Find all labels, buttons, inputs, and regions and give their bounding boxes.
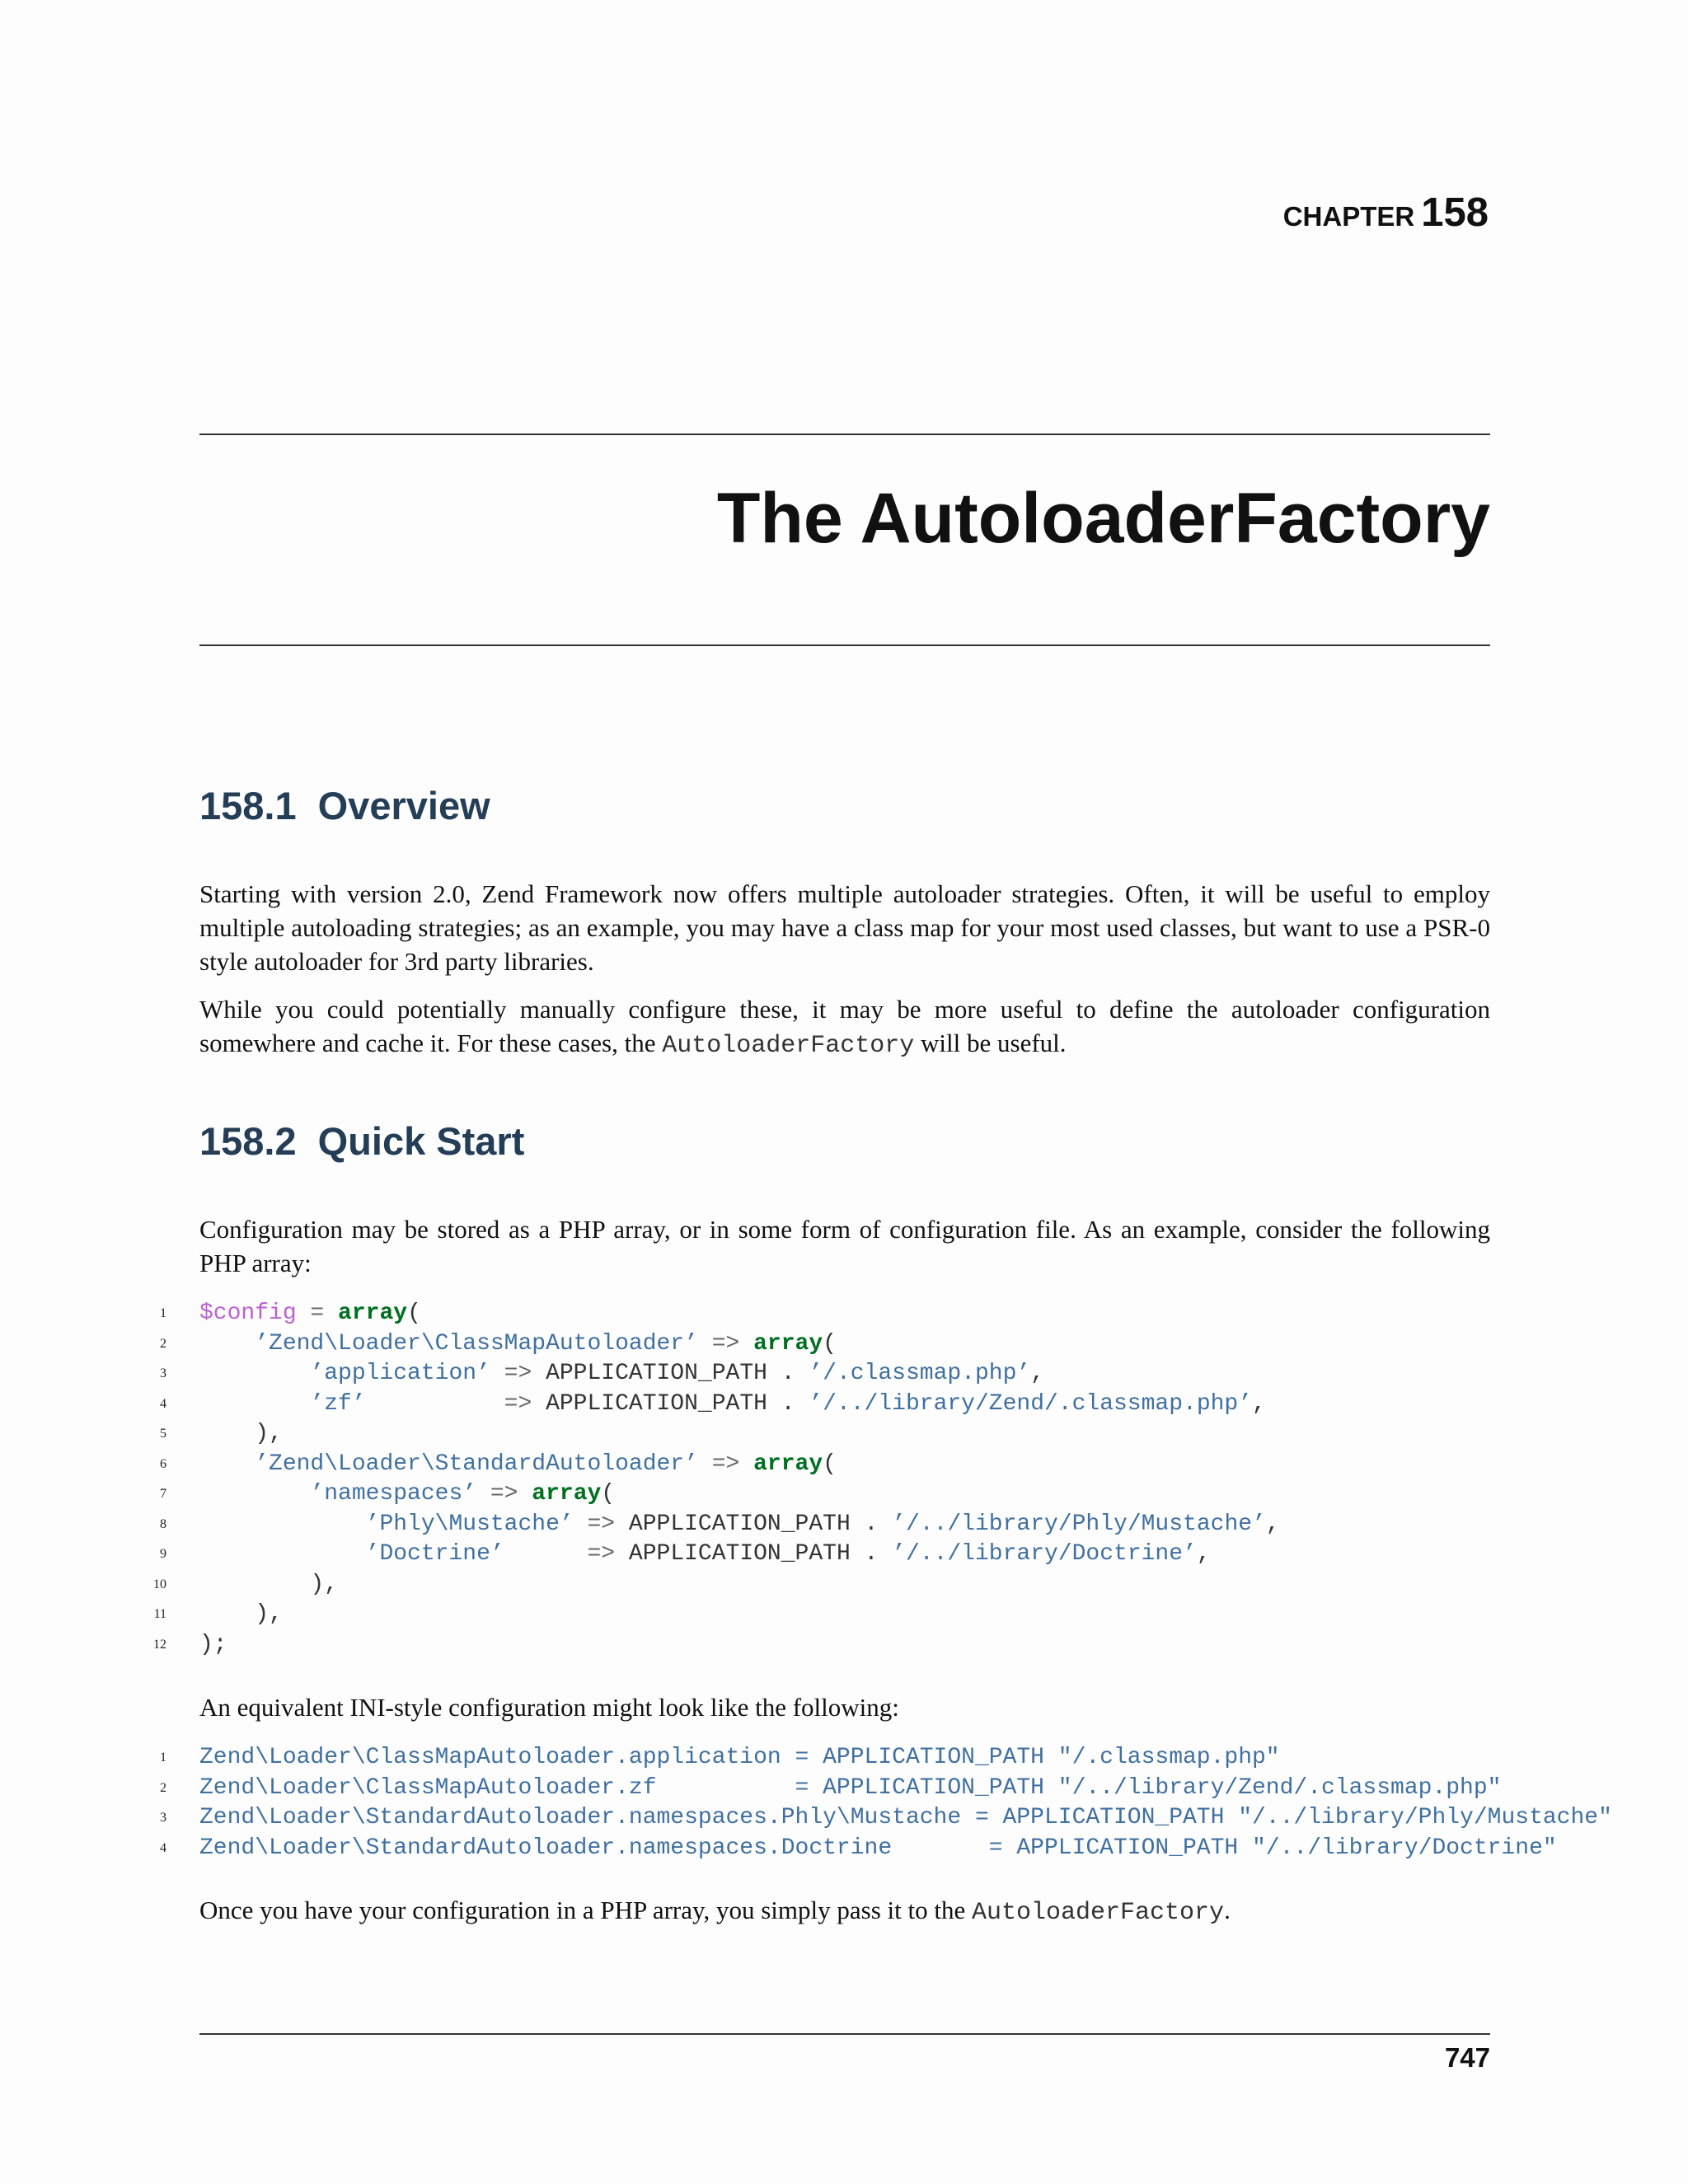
ini-code-block (0, 1743, 1688, 1863)
code-token: ( (407, 1301, 421, 1326)
quickstart-paragraph-2: An equivalent INI-style configuration might look like the following: (199, 1693, 899, 1722)
php-code-block (0, 1299, 1688, 1660)
line-number: 2 (160, 1780, 166, 1795)
code-token: => (490, 1361, 546, 1386)
code-token: , (1252, 1390, 1266, 1417)
line-number: 10 (153, 1577, 166, 1591)
code-line (0, 1479, 1688, 1510)
line-number: 4 (160, 1840, 166, 1855)
code-line (0, 1450, 1688, 1480)
code-line (0, 1630, 1688, 1661)
line-number: 5 (160, 1427, 166, 1441)
code-text (199, 1834, 1557, 1864)
code-token: APPLICATION_PATH . (628, 1541, 893, 1567)
code-token (199, 1541, 366, 1567)
code-token: , (1196, 1541, 1211, 1567)
code-token: ’/../library/Zend/.classmap.php’ (809, 1390, 1253, 1417)
code-text (199, 1600, 283, 1630)
code-line (0, 1510, 1688, 1540)
code-token: ( (823, 1330, 837, 1357)
footer-rule (199, 2033, 1490, 2035)
title-rule-bottom (199, 644, 1490, 646)
line-number: 1 (160, 1306, 166, 1320)
code-token (199, 1391, 310, 1417)
chapter-number: 158 (1421, 190, 1489, 235)
code-token: ’Zend\Loader\ClassMapAutoloader’ (255, 1330, 698, 1357)
code-token: , (1265, 1511, 1280, 1537)
code-token: ( (601, 1481, 616, 1507)
code-token: ( (823, 1451, 837, 1477)
code-text (199, 1359, 1044, 1390)
code-token: array (753, 1330, 823, 1357)
code-line (0, 1419, 1688, 1450)
code-token: ’/../library/Phly/Mustache’ (892, 1511, 1266, 1537)
code-token: ’application’ (310, 1361, 490, 1386)
code-text (199, 1329, 837, 1360)
code-token: ’/.classmap.php’ (809, 1361, 1031, 1386)
code-text (199, 1570, 338, 1601)
section-title: Overview (317, 784, 490, 827)
line-number: 6 (160, 1456, 166, 1471)
code-line (0, 1600, 1688, 1630)
line-number: 9 (160, 1547, 166, 1561)
inline-code: AutoloaderFactory (972, 1899, 1225, 1927)
chapter-label (1283, 190, 1489, 236)
code-text (199, 1743, 1280, 1774)
code-line (0, 1390, 1688, 1420)
overview-paragraph-2 (199, 992, 1490, 1063)
overview-paragraph-1: Starting with version 2.0, Zend Framework now offers multiple autoloader strategies. Often, it will be useful to employ multiple autoloading strategies; as an example, you may have a class map for your most used classes, but want to use a PSR-0 style autoloader for 3rd party libraries. (199, 879, 1490, 976)
line-number: 11 (153, 1607, 166, 1621)
code-text (199, 1479, 615, 1510)
paragraph-text: While you could potentially manually configure these, it may be more useful to define the autoloader configuration somewhere and cache it. For these cases, the (199, 995, 1490, 1057)
line-number: 7 (160, 1487, 166, 1501)
code-token: ’zf’ (310, 1390, 366, 1417)
code-line (0, 1774, 1688, 1804)
code-token: Zend\Loader\ClassMapAutoloader.application = APPLICATION_PATH "/.classmap.php" (199, 1745, 1280, 1770)
code-text (199, 1774, 1501, 1804)
code-line (0, 1359, 1688, 1390)
code-token: => (365, 1390, 546, 1417)
chapter-word: CHAPTER (1282, 201, 1415, 232)
code-token: array (338, 1301, 408, 1326)
section-number: 158.1 (199, 784, 297, 827)
code-token: ), (199, 1571, 339, 1597)
paragraph-text: . (1224, 1896, 1231, 1924)
code-text (199, 1630, 227, 1661)
code-token: ’/../library/Doctrine’ (892, 1541, 1197, 1567)
code-line (0, 1540, 1688, 1570)
code-text (199, 1510, 1280, 1540)
code-token: Zend\Loader\StandardAutoloader.namespaces.Phly\Mustache = APPLICATION_PATH "/../library/Phly/Mustache" (199, 1805, 1612, 1830)
code-line (0, 1743, 1688, 1774)
code-token: => (697, 1330, 754, 1357)
code-text (199, 1803, 1612, 1834)
code-text (199, 1450, 837, 1480)
code-token: ’Zend\Loader\StandardAutoloader’ (255, 1451, 698, 1477)
section-heading-overview (199, 783, 490, 828)
code-token: => (504, 1541, 629, 1567)
code-text (199, 1299, 421, 1329)
code-token (199, 1331, 255, 1357)
quickstart-paragraph-1: Configuration may be stored as a PHP array, or in some form of configuration file. As an example, consider the following PHP array: (199, 1215, 1490, 1277)
code-text (199, 1390, 1266, 1420)
code-token (199, 1481, 310, 1507)
paragraph-text: Once you have your configuration in a PHP array, you simply pass it to the (199, 1896, 972, 1924)
code-line (0, 1803, 1688, 1834)
code-token: ’Doctrine’ (365, 1541, 504, 1567)
line-number: 4 (160, 1396, 166, 1411)
code-token: = (296, 1301, 339, 1326)
code-text (199, 1540, 1211, 1570)
code-token: => (697, 1451, 754, 1477)
line-number: 3 (160, 1366, 166, 1380)
code-token: ’namespaces’ (310, 1481, 477, 1507)
code-token: APPLICATION_PATH . (628, 1511, 893, 1537)
code-token: ’Phly\Mustache’ (365, 1511, 574, 1537)
code-token: ), (199, 1421, 283, 1446)
inline-code: AutoloaderFactory (662, 1032, 915, 1060)
line-number: 3 (160, 1811, 166, 1825)
code-token: , (1030, 1361, 1044, 1386)
code-token: APPLICATION_PATH . (546, 1390, 809, 1417)
paragraph-text: will be useful. (914, 1029, 1067, 1057)
code-token (199, 1511, 366, 1537)
quickstart-paragraph-3 (199, 1893, 1490, 1930)
line-number: 8 (160, 1516, 166, 1531)
section-title: Quick Start (317, 1119, 525, 1163)
code-token: array (532, 1481, 602, 1507)
code-line (0, 1329, 1688, 1360)
title-rule-top (199, 434, 1490, 435)
line-number: 12 (153, 1637, 166, 1652)
code-line (0, 1570, 1688, 1601)
line-number: 1 (160, 1750, 166, 1765)
code-token (199, 1451, 255, 1477)
section-heading-quick-start (199, 1118, 524, 1164)
code-line (0, 1834, 1688, 1864)
code-line (0, 1299, 1688, 1329)
code-token: => (476, 1481, 532, 1507)
code-token: => (573, 1511, 629, 1537)
code-token: array (753, 1451, 823, 1477)
code-token: Zend\Loader\ClassMapAutoloader.zf = APPLICATION_PATH "/../library/Zend/.classmap.php" (199, 1774, 1502, 1801)
line-number: 2 (160, 1336, 166, 1351)
chapter-title: The AutoloaderFactory (716, 479, 1490, 558)
page-number: 747 (1444, 2042, 1490, 2073)
code-text (199, 1419, 283, 1450)
section-number: 158.2 (199, 1119, 297, 1163)
code-token (199, 1361, 310, 1386)
code-token: ); (199, 1631, 227, 1657)
code-token: Zend\Loader\StandardAutoloader.namespaces.Doctrine = APPLICATION_PATH "/../library/Doctrine" (199, 1835, 1557, 1861)
code-token: $config (199, 1301, 297, 1326)
code-token: APPLICATION_PATH . (546, 1361, 809, 1386)
code-token: ), (199, 1601, 283, 1627)
